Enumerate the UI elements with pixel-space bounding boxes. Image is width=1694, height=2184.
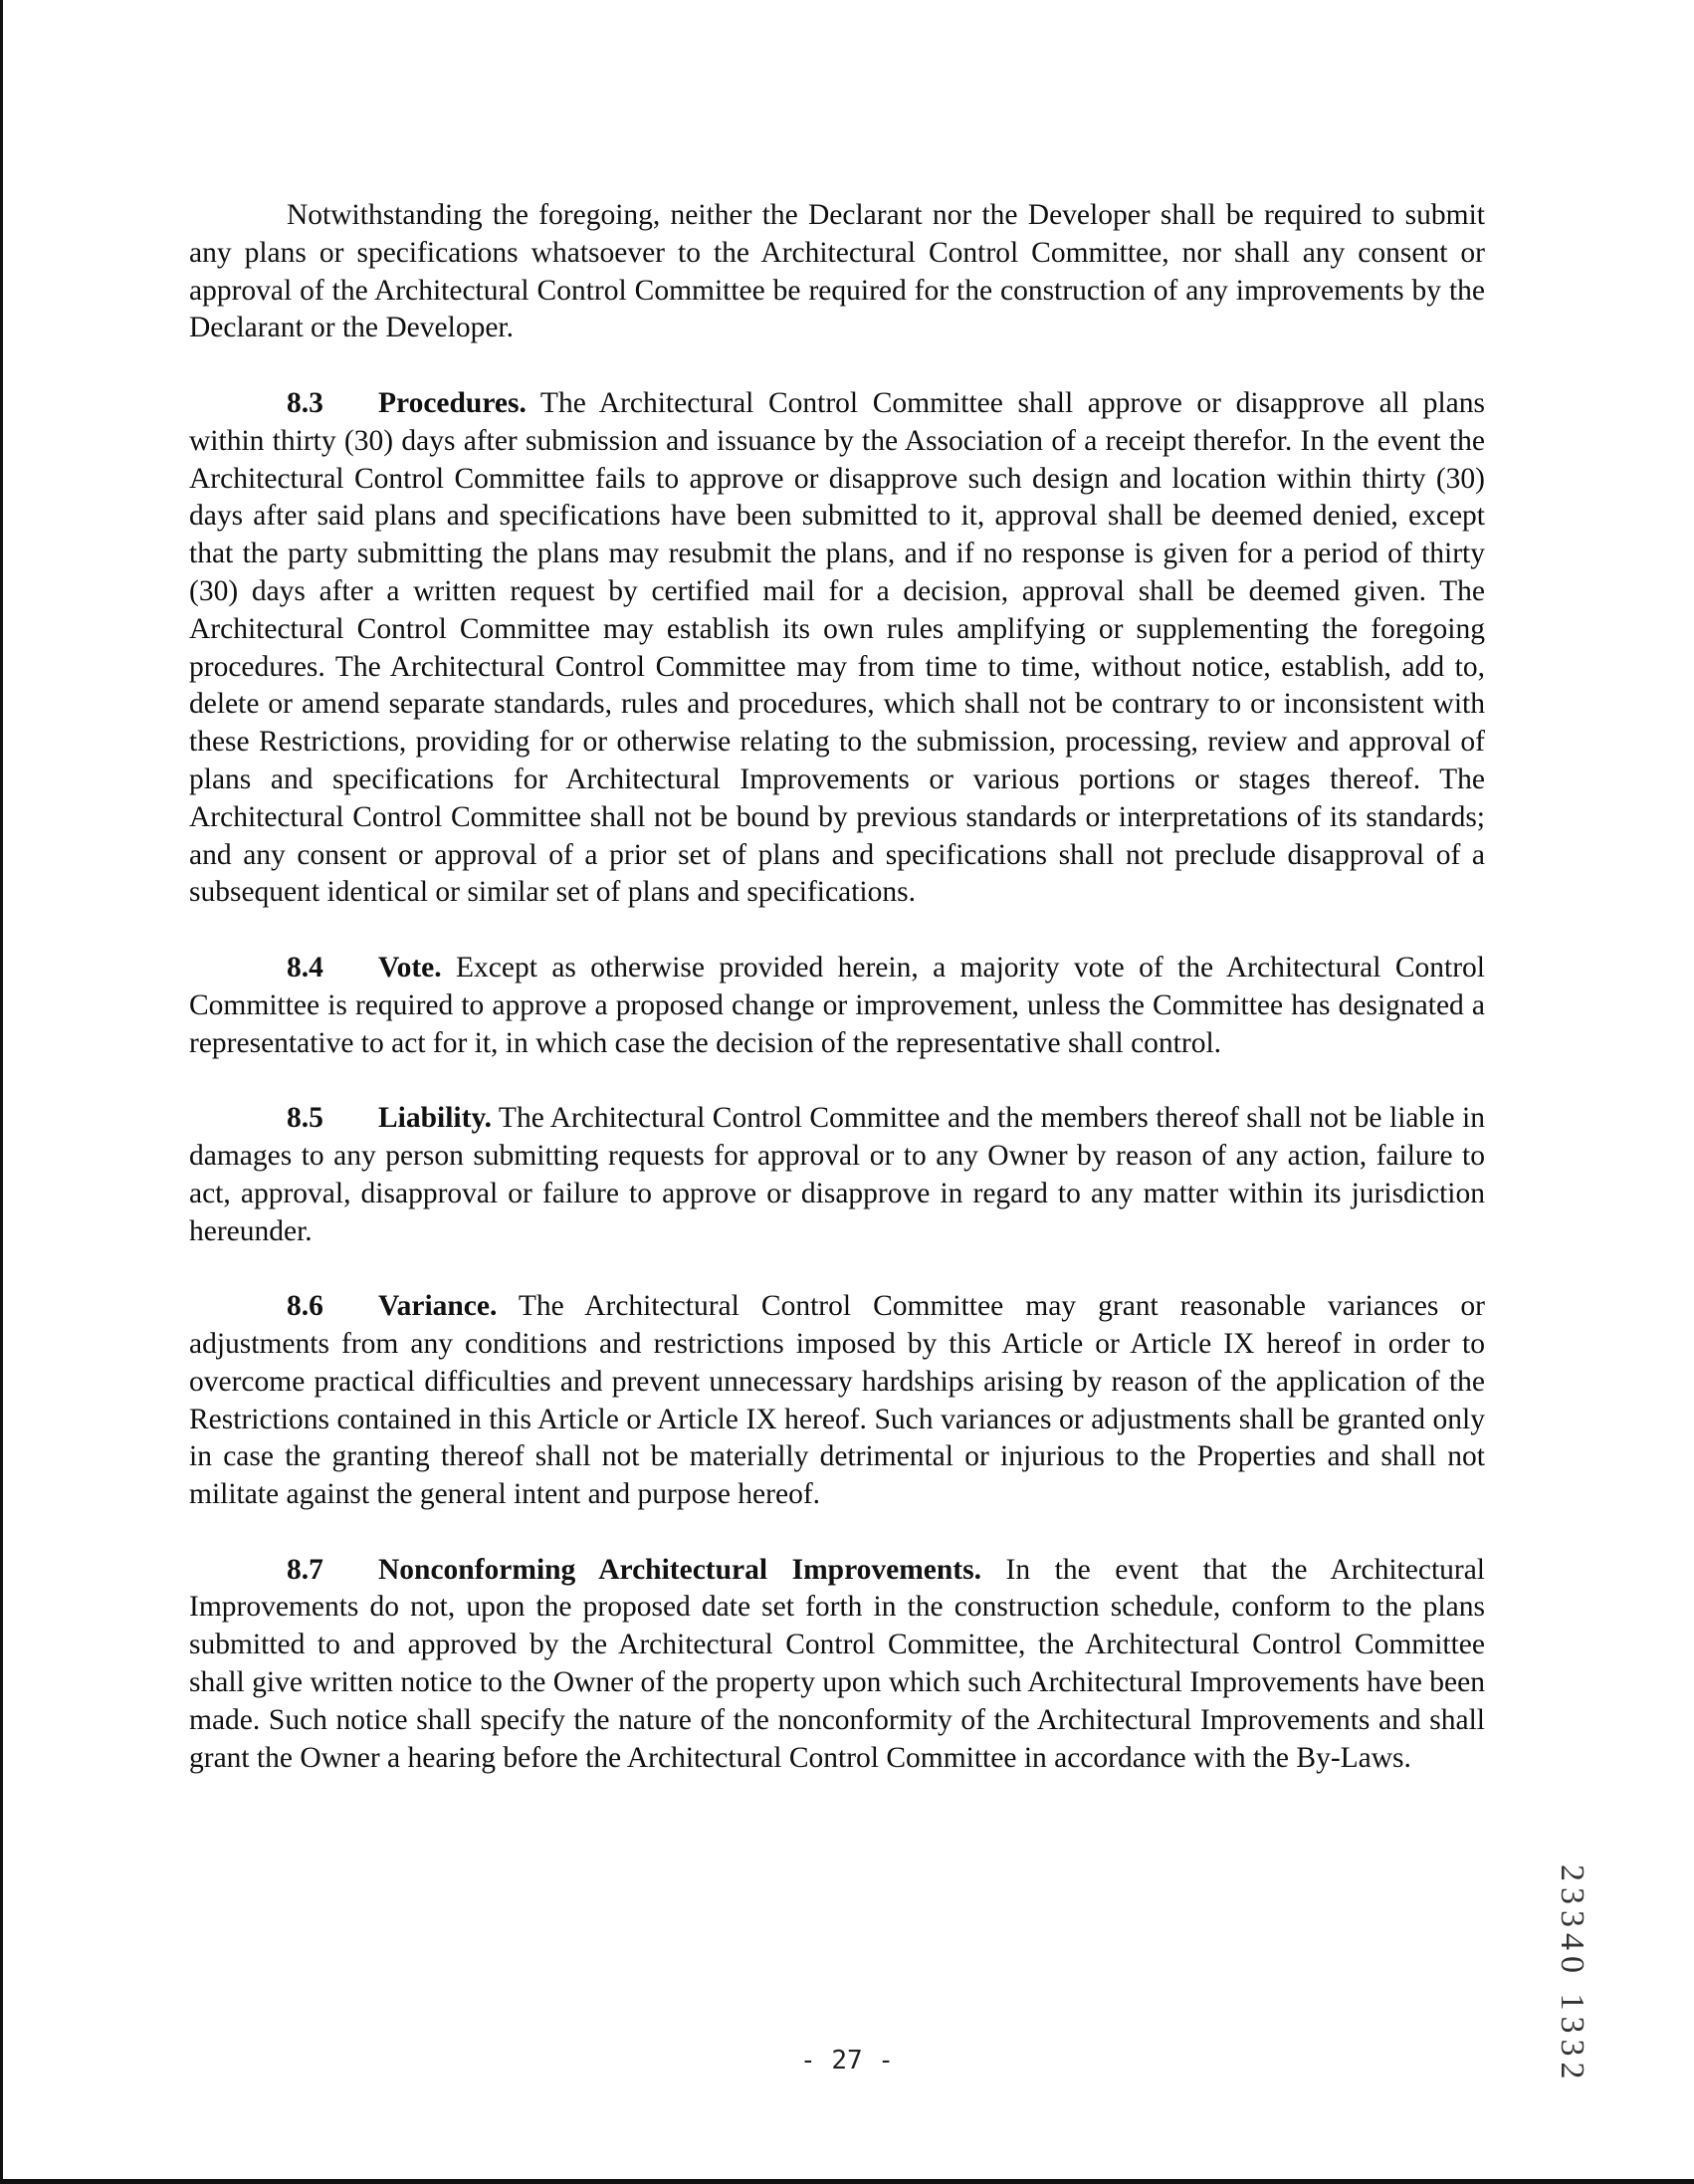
section-number: 8.4 bbox=[287, 951, 323, 983]
section-title: Liability. bbox=[378, 1102, 492, 1135]
section-8-3 bbox=[189, 385, 1485, 912]
section-text: The Architectural Control Committee shall approve or disapprove all plans within thirty (30) days after submission and issuance by the Association of a receipt therefor. In the event the Architectural Control Committee fails to approve or disapprove such design and location within thirty (30) days after said plans and specifications have been submitted to it, approval shall be deemed denied, except that the party submitting the plans may resubmit the plans, and if no response is given for a period of thirty (30) days after a written request by certified mail for a decision, approval shall be deemed given. The Architectural Control Committee may establish its own rules amplifying or supplementing the foregoing procedures. The Architectural Control Committee may from time to time, without notice, establish, add to, delete or amend separate standards, rules and procedures, which shall not be contrary to or inconsistent with these Restrictions, providing for or otherwise relating to the submission, processing, review and approval of plans and specifications for Architectural Improvements or various portions or stages thereof. The Architectural Control Committee shall not be bound by previous standards or interpretations of its standards; and any consent or approval of a prior set of plans and specifications shall not preclude disapproval of a subsequent identical or similar set of plans and specifications. bbox=[189, 386, 1485, 909]
section-number: 8.7 bbox=[287, 1553, 323, 1586]
section-text: The Architectural Control Committee may grant reasonable variances or adjustments from any conditions and restrictions imposed by this Article or Article IX hereof in order to overcome practical difficulties and prevent unnecessary hardships arising by reason of the application of the Restrictions contained in this Article or Article IX hereof. Such variances or adjustments shall be granted only in case the granting thereof shall not be materially detrimental or injurious to the Properties and shall not militate against the general intent and purpose hereof. bbox=[189, 1290, 1486, 1511]
scan-edge-left bbox=[0, 0, 3, 2184]
section-text: The Architectural Control Committee and the members thereof shall not be liable in damages to any person submitting requests for approval or to any Owner by reason of any action, failure to act, approval, disapproval or failure to approve or disapprove in regard to any matter within its jurisdiction hereunder. bbox=[189, 1102, 1485, 1247]
section-8-7 bbox=[189, 1552, 1485, 1778]
section-text: In the event that the Architectural Improvements do not, upon the proposed date set forth in the construction schedule, conform to the plans submitted to and approved by the Architectural Control Committee, the Architectural Control Committee shall give written notice to the Owner of the property upon which such Architectural Improvements have been made. Such notice shall specify the nature of the nonconformity of the Architectural Improvements and shall grant the Owner a hearing before the Architectural Control Committee in accordance with the By-Laws. bbox=[189, 1553, 1485, 1774]
section-number: 8.3 bbox=[287, 386, 323, 419]
section-8-4 bbox=[189, 950, 1485, 1062]
section-text: Except as otherwise provided herein, a majority vote of the Architectural Control Committee is required to approve a proposed change or improvement, unless the Committee has designated a representative to act for it, in which case the decision of the representative shall control. bbox=[189, 951, 1485, 1059]
section-number: 8.5 bbox=[287, 1102, 323, 1135]
section-8-6 bbox=[189, 1288, 1485, 1514]
intro-paragraph: Notwithstanding the foregoing, neither the Declarant nor the Developer shall be required to submit any plans or specifications whatsoever to the Architectural Control Committee, nor shall any consent or approval of the Architectural Control Committee be required for the construction of any improvements by the Declarant or the Developer. bbox=[189, 199, 1485, 344]
scan-edge-bottom bbox=[0, 2179, 1694, 2184]
scan-mark bbox=[0, 796, 3, 822]
section-number: 8.6 bbox=[287, 1290, 323, 1323]
page-number: - 27 - bbox=[800, 2046, 894, 2075]
scan-mark bbox=[0, 687, 3, 733]
document-body bbox=[189, 197, 1485, 1815]
section-title: Vote. bbox=[378, 951, 442, 983]
section-title: Nonconforming Architectural Improvements. bbox=[378, 1553, 981, 1586]
document-stamp: 23340 1332 bbox=[1554, 1864, 1590, 2085]
section-title: Variance. bbox=[378, 1290, 498, 1323]
section-title: Procedures. bbox=[378, 386, 527, 419]
section-8-5 bbox=[189, 1100, 1485, 1250]
